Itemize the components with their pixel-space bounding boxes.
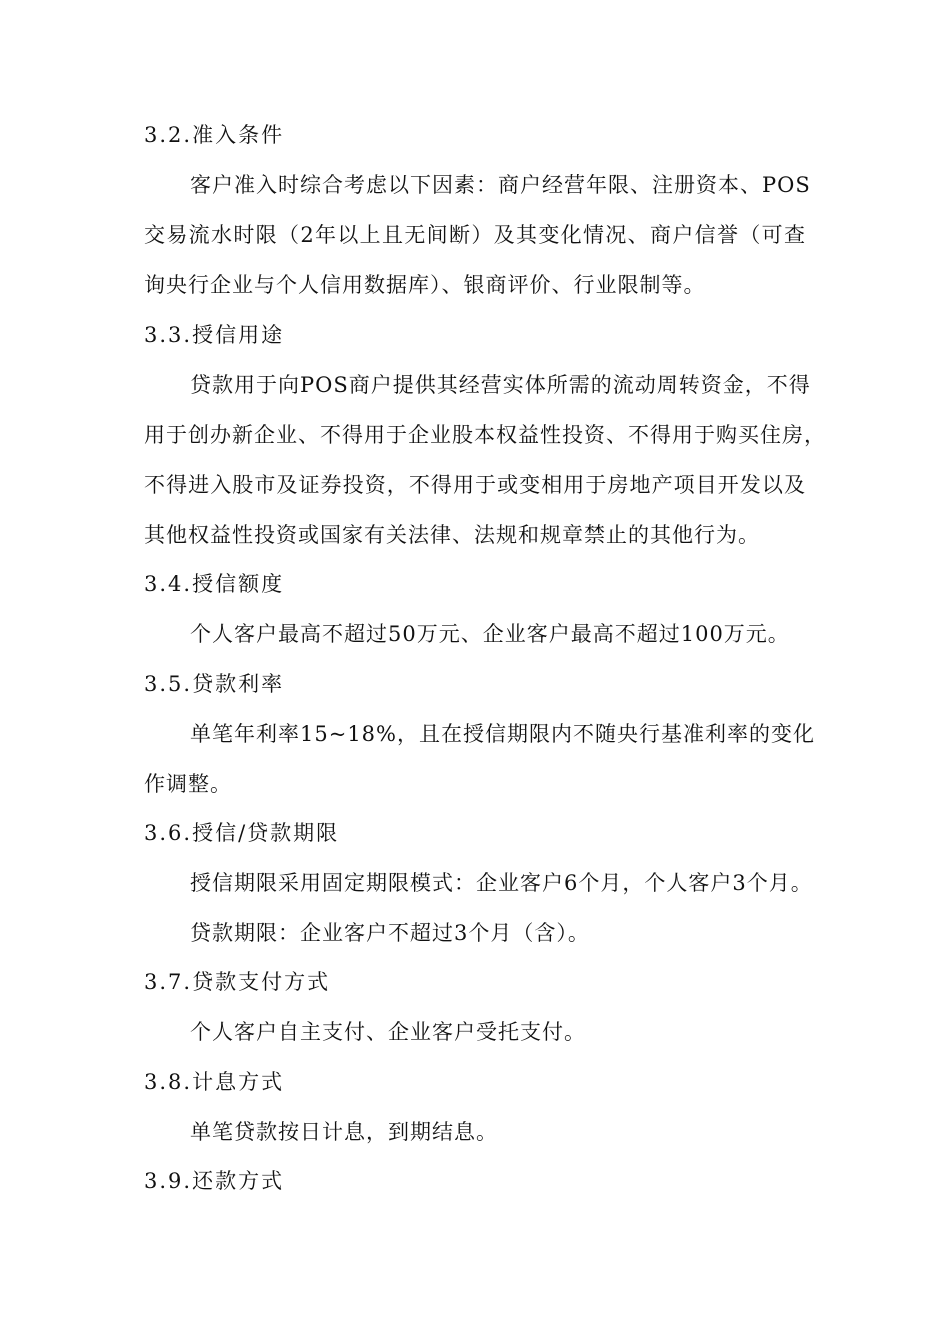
section-heading-3-9: 3.9.还款方式 xyxy=(144,1169,285,1193)
paragraph-line: 贷款用于向POS商户提供其经营实体所需的流动周转资金，不得 xyxy=(190,373,811,397)
paragraph-line: 授信期限采用固定期限模式：企业客户6个月，个人客户3个月。 xyxy=(190,871,813,895)
section-heading-3-6: 3.6.授信/贷款期限 xyxy=(144,821,340,845)
section-heading-3-5: 3.5.贷款利率 xyxy=(144,672,285,696)
paragraph-line: 客户准入时综合考虑以下因素：商户经营年限、注册资本、POS xyxy=(190,173,811,197)
section-heading-3-2: 3.2.准入条件 xyxy=(144,123,285,147)
paragraph-line: 作调整。 xyxy=(144,772,232,796)
section-heading-3-3: 3.3.授信用途 xyxy=(144,323,285,347)
section-heading-3-8: 3.8.计息方式 xyxy=(144,1070,285,1094)
paragraph-line: 个人客户最高不超过50万元、企业客户最高不超过100万元。 xyxy=(190,622,790,646)
paragraph-line: 个人客户自主支付、企业客户受托支付。 xyxy=(190,1020,586,1044)
paragraph-line: 不得进入股市及证券投资，不得用于或变相用于房地产项目开发以及 xyxy=(144,473,806,497)
section-heading-3-7: 3.7.贷款支付方式 xyxy=(144,970,331,994)
paragraph-line: 单笔贷款按日计息，到期结息。 xyxy=(190,1120,498,1144)
paragraph-line: 贷款期限：企业客户不超过3个月（含）。 xyxy=(190,921,590,945)
section-heading-3-4: 3.4.授信额度 xyxy=(144,572,285,596)
paragraph-line: 用于创办新企业、不得用于企业股本权益性投资、不得用于购买住房， xyxy=(144,423,826,447)
paragraph-line: 单笔年利率15~18%，且在授信期限内不随央行基准利率的变化 xyxy=(190,722,815,746)
paragraph-line: 其他权益性投资或国家有关法律、法规和规章禁止的其他行为。 xyxy=(144,523,760,547)
paragraph-line: 询央行企业与个人信用数据库）、银商评价、行业限制等。 xyxy=(144,273,706,297)
paragraph-line: 交易流水时限（2年以上且无间断）及其变化情况、商户信誉（可查 xyxy=(144,223,806,247)
